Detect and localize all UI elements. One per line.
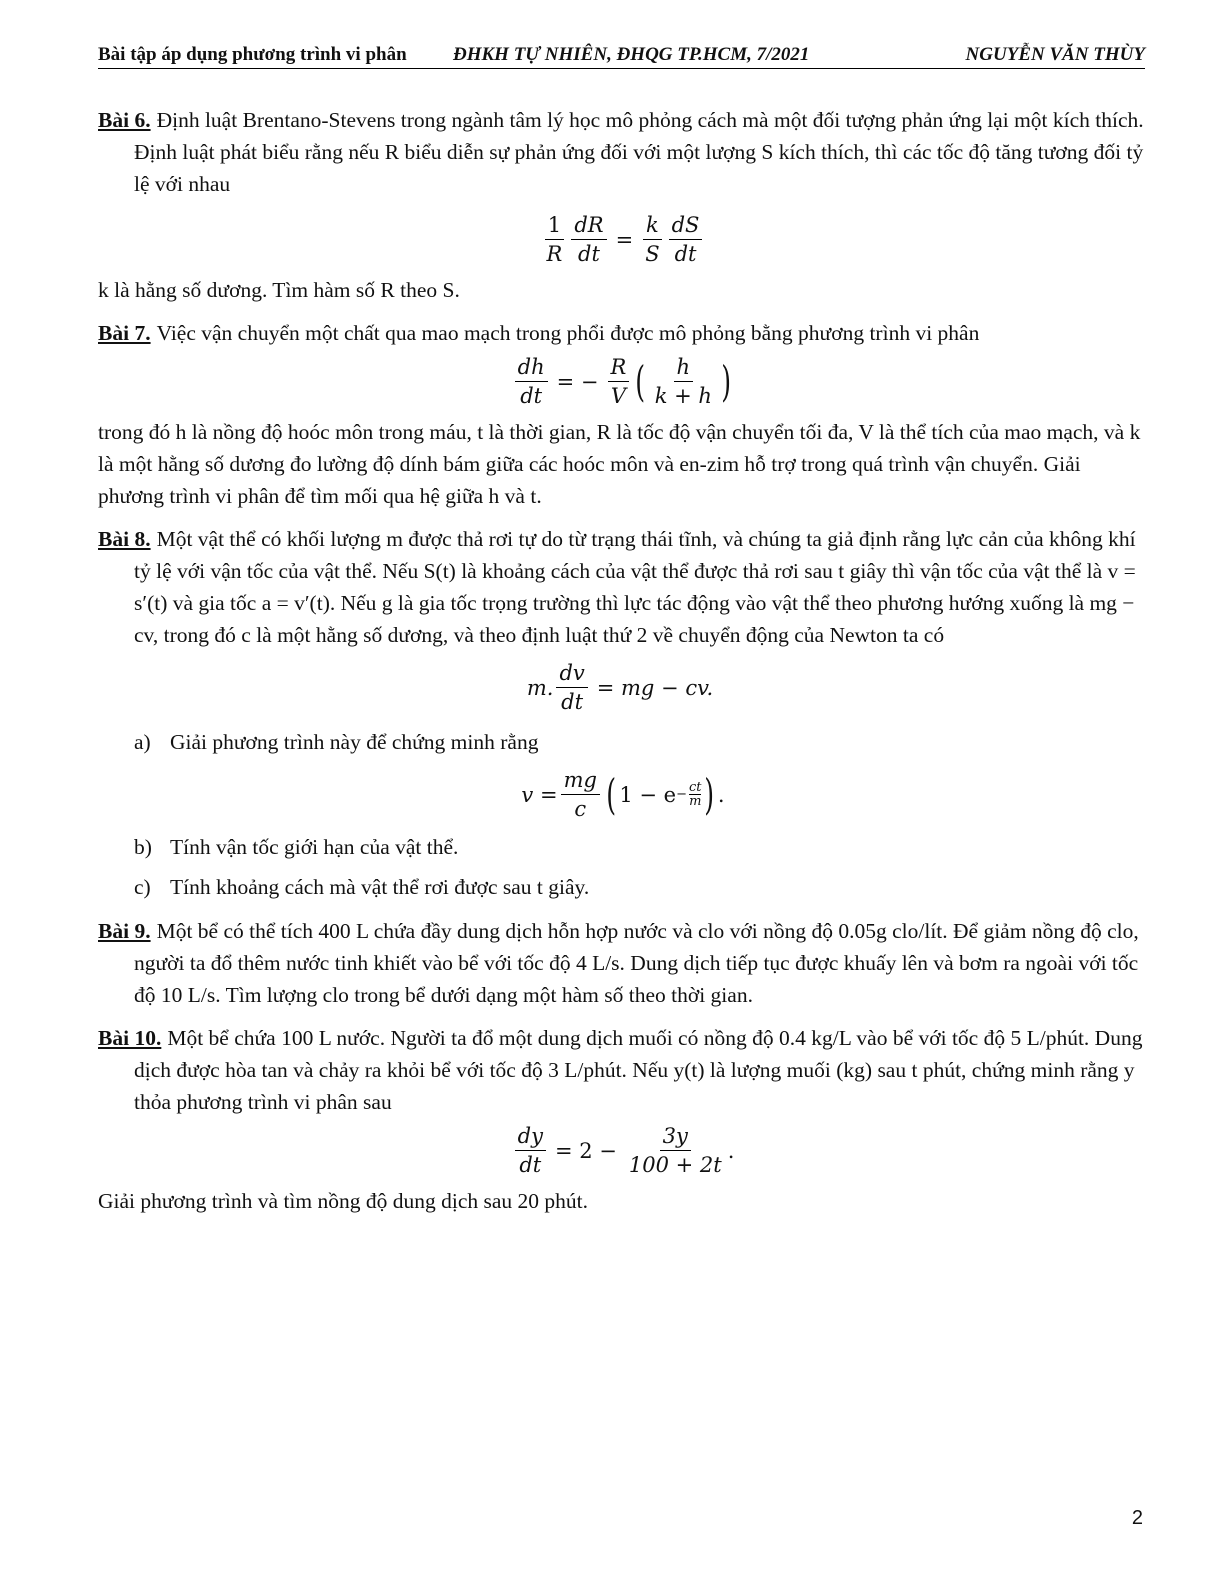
equation-8: m. $\frac{dv}{dt}$ = mg − cv.	[526, 661, 714, 714]
problem-10-text: Một bể chứa 100 L nước. Người ta đổ một dung dịch muối có nồng độ 0.4 kg/L vào bể với tốc độ 5 L/phút. Dung dịch được hòa tan và chảy ra khỏi bể với tốc độ 3 L/phút. Nếu y(t) là lượng muối (kg) sau t phút, chứng minh rằng y thỏa phương trình vi phân sau	[134, 1026, 1143, 1114]
problem-9-label: Bài 9.	[98, 919, 151, 943]
equation-6: $\frac{1}{R}$ $\frac{dR}{dt}$ = $\frac{k}{S}$ $\frac{dS}{dt}$	[98, 211, 1148, 268]
problem-8-text: Một vật thể có khối lượng m được thả rơi tự do từ trạng thái tĩnh, và chúng ta giả định rằng lực cản của không khí tỷ lệ với vận tốc của vật thể. Nếu S(t) là khoảng cách của vật thể được thả rơi sau t giây thì vận tốc của vật thể là v = s′(t) và gia tốc a = v′(t). Nếu g là gia tốc trọng trường thì lực tác động vào vật thể theo phương hướng xuống là mg − cv, trong đó c là một hằng số dương, và theo định luật thứ 2 về chuyển động của Newton ta có	[134, 527, 1136, 647]
page-number: 2	[1131, 1507, 1143, 1529]
problem-9-text: Một bể có thể tích 400 L chứa đầy dung dịch hỗn hợp nước và clo với nồng độ 0.05g clo/lít. Để giảm nồng độ clo, người ta đổ thêm nước tinh khiết vào bể với tốc độ 4 L/s. Dung dịch tiếp tục được khuấy lên và bơm ra ngoài với tốc độ 10 L/s. Tìm lượng clo trong bể dưới dạng một hàm số theo thời gian.	[134, 919, 1139, 1007]
header-author: NGUYỄN VĂN THÙY	[965, 44, 1145, 65]
problem-10-label: Bài 10.	[98, 1026, 162, 1050]
problem-7	[98, 317, 1148, 349]
equation-10: $\frac{dy}{dt}$ = 2 − $\frac{3y}{100 + 2t}$ .	[98, 1122, 1148, 1179]
header-course: Bài tập áp dụng phương trình vi phân	[98, 44, 407, 65]
problem-6-label: Bài 6.	[98, 108, 151, 132]
problem-6-text: Định luật Brentano-Stevens trong ngành tâm lý học mô phỏng cách mà một đối tượng phản ứng lại một kích thích. Định luật phát biểu rằng nếu R biểu diễn sự phản ứng đối với một lượng S kích thích, thì các tốc độ tăng tương đối tỷ lệ với nhau	[134, 108, 1144, 196]
equation-7: $\frac{dh}{dt}$ = − $\frac{R}{V}$ ( $\frac{h}{k + h}$ )	[98, 353, 1148, 410]
problem-8	[98, 523, 1148, 651]
problem-8b: b) Tính vận tốc giới hạn của vật thể.	[134, 835, 459, 859]
page-header	[98, 44, 1145, 69]
problem-8c: c) Tính khoảng cách mà vật thể rơi được sau t giây.	[134, 875, 590, 899]
problem-8-label: Bài 8.	[98, 527, 151, 551]
problem-9	[98, 915, 1148, 1011]
problem-8a: a) Giải phương trình này để chứng minh rằng	[134, 730, 539, 754]
problem-10	[98, 1022, 1148, 1118]
problem-6-after: k là hằng số dương. Tìm hàm số R theo S.	[98, 278, 460, 302]
header-university: ĐHKH TỰ NHIÊN, ĐHQG TP.HCM, 7/2021	[453, 44, 810, 65]
problem-7-text: Việc vận chuyển một chất qua mao mạch trong phổi được mô phỏng bằng phương trình vi phân	[156, 321, 980, 345]
problem-6	[98, 104, 1148, 200]
equation-8a: v = $\frac{mg}{c}$ ( 1 − e − $\frac{ct}{m}$ ) .	[521, 768, 725, 821]
problem-7-label: Bài 7.	[98, 321, 151, 345]
problem-10-after: Giải phương trình và tìm nồng độ dung dịch sau 20 phút.	[98, 1189, 589, 1213]
problem-7-after: trong đó h là nồng độ hoóc môn trong máu, t là thời gian, R là tốc độ vận chuyển tối đa, V là thể tích của mao mạch, và k là một hằng số dương đo lường độ dính bám giữa các hoóc môn và en-zim hỗ trợ trong quá trình vận chuyển. Giải phương trình vi phân để tìm mối qua hệ giữa h và t.	[98, 420, 1141, 508]
document-body	[98, 104, 1148, 1228]
